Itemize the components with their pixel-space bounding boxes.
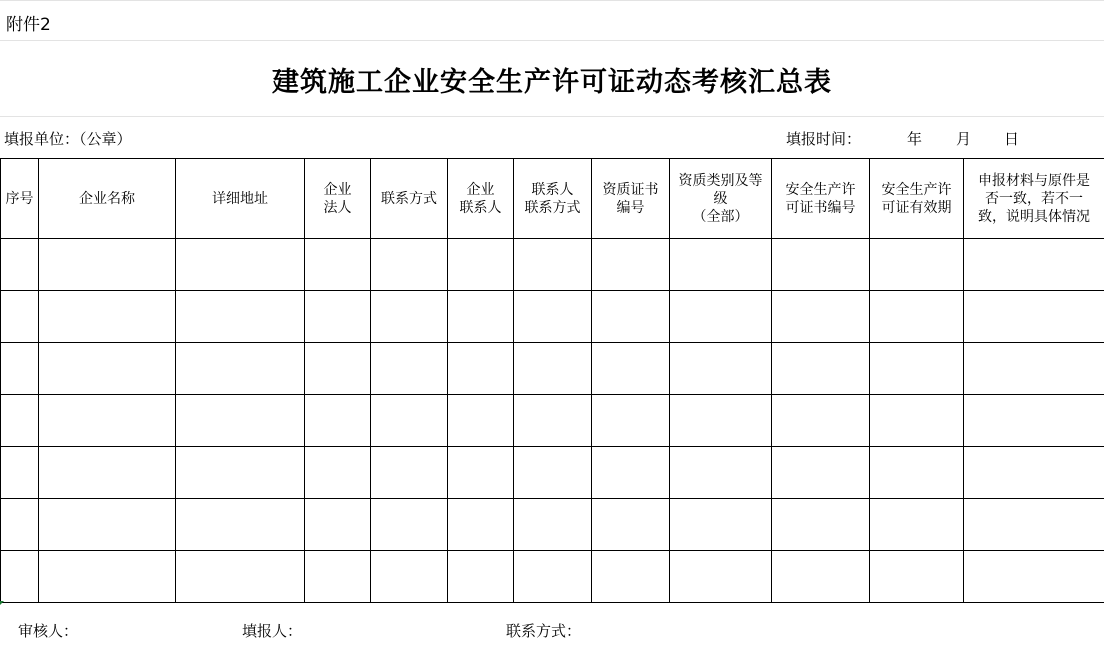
table-cell[interactable] [870, 499, 964, 551]
reviewer-label: 审核人： [18, 622, 79, 640]
table-cell[interactable] [870, 343, 964, 395]
column-header [371, 159, 448, 239]
table-cell[interactable] [514, 343, 592, 395]
table-cell[interactable] [305, 395, 371, 447]
table-cell[interactable] [371, 551, 448, 603]
date-month-label: 月 [956, 130, 972, 148]
table-cell[interactable] [592, 499, 670, 551]
column-header [964, 159, 1104, 239]
table-cell[interactable] [176, 395, 305, 447]
table-cell[interactable] [964, 291, 1104, 343]
column-header-label: 资质证书 编号 [602, 181, 659, 216]
table-cell[interactable] [670, 551, 772, 603]
table-cell[interactable] [371, 499, 448, 551]
table-cell[interactable] [670, 499, 772, 551]
column-header-label: 申报材料与原件是 否一致，若不一 致，说明具体情况 [978, 172, 1090, 225]
table-cell[interactable] [772, 499, 870, 551]
table-cell[interactable] [448, 551, 514, 603]
table-cell[interactable] [1, 551, 39, 603]
table-cell[interactable] [448, 239, 514, 291]
column-header-label: 序号 [5, 190, 34, 207]
summary-table [0, 158, 1104, 603]
table-cell[interactable] [305, 499, 371, 551]
table-cell[interactable] [448, 447, 514, 499]
table-cell[interactable] [772, 447, 870, 499]
table-cell[interactable] [305, 447, 371, 499]
table-cell[interactable] [1, 447, 39, 499]
table-cell[interactable] [592, 447, 670, 499]
table-cell[interactable] [772, 239, 870, 291]
table-cell[interactable] [964, 551, 1104, 603]
table-cell[interactable] [870, 291, 964, 343]
table-cell[interactable] [39, 239, 176, 291]
table-cell[interactable] [1, 343, 39, 395]
table-cell[interactable] [448, 343, 514, 395]
column-header [1, 159, 39, 239]
column-header-label: 企业 联系人 [459, 181, 502, 216]
table-row [1, 499, 1104, 551]
table-cell[interactable] [670, 239, 772, 291]
table-cell[interactable] [592, 291, 670, 343]
table-cell[interactable] [870, 551, 964, 603]
column-header-label: 资质类别及等 级 （全部） [678, 172, 763, 225]
table-cell[interactable] [964, 239, 1104, 291]
gridline [0, 0, 1104, 1]
table-cell[interactable] [964, 395, 1104, 447]
column-header [39, 159, 176, 239]
table-cell[interactable] [772, 551, 870, 603]
table-cell[interactable] [176, 239, 305, 291]
table-cell[interactable] [592, 239, 670, 291]
table-cell[interactable] [1, 239, 39, 291]
column-header-label: 安全生产许 可证有效期 [881, 181, 952, 216]
gridline [0, 116, 1104, 117]
table-cell[interactable] [670, 291, 772, 343]
table-cell[interactable] [1, 291, 39, 343]
table-row [1, 551, 1104, 603]
table-cell[interactable] [670, 447, 772, 499]
table-cell[interactable] [870, 395, 964, 447]
table-cell[interactable] [39, 499, 176, 551]
table-cell[interactable] [176, 551, 305, 603]
table-cell[interactable] [39, 291, 176, 343]
table-cell[interactable] [592, 395, 670, 447]
fill-unit-label: 填报单位：（公章） [4, 130, 132, 148]
table-cell[interactable] [1, 499, 39, 551]
table-cell[interactable] [592, 343, 670, 395]
date-year-label: 年 [907, 130, 923, 148]
table-cell[interactable] [964, 447, 1104, 499]
table-row [1, 291, 1104, 343]
table-cell[interactable] [305, 239, 371, 291]
table-cell[interactable] [514, 447, 592, 499]
table-header-row [1, 159, 1104, 239]
table-cell[interactable] [514, 395, 592, 447]
attachment-label: 附件2 [6, 15, 51, 35]
table-cell[interactable] [772, 343, 870, 395]
column-header [772, 159, 870, 239]
column-header [305, 159, 371, 239]
column-header-label: 联系方式 [381, 190, 437, 207]
table-cell[interactable] [176, 499, 305, 551]
table-cell[interactable] [772, 395, 870, 447]
gridline [0, 40, 1104, 41]
table-row [1, 395, 1104, 447]
date-day-label: 日 [1004, 130, 1020, 148]
table-cell[interactable] [870, 447, 964, 499]
table-cell[interactable] [592, 551, 670, 603]
table-cell[interactable] [371, 343, 448, 395]
table-cell[interactable] [670, 343, 772, 395]
table-cell[interactable] [371, 395, 448, 447]
page-title: 建筑施工企业安全生产许可证动态考核汇总表 [272, 67, 832, 98]
column-header-label: 企业 法人 [323, 181, 352, 216]
table-cell[interactable] [39, 447, 176, 499]
column-header-label: 详细地址 [212, 190, 268, 207]
filler-label: 填报人： [242, 622, 303, 640]
table-row [1, 239, 1104, 291]
table-cell[interactable] [772, 291, 870, 343]
table-cell[interactable] [305, 551, 371, 603]
table-cell[interactable] [176, 447, 305, 499]
table-cell[interactable] [514, 291, 592, 343]
column-header [448, 159, 514, 239]
column-header [176, 159, 305, 239]
table-cell[interactable] [39, 551, 176, 603]
column-header [592, 159, 670, 239]
table-cell[interactable] [305, 291, 371, 343]
table-cell[interactable] [514, 499, 592, 551]
contact-label: 联系方式： [506, 622, 582, 640]
table-body [1, 239, 1104, 603]
table-cell[interactable] [305, 343, 371, 395]
column-header [870, 159, 964, 239]
table-cell[interactable] [514, 551, 592, 603]
table-cell[interactable] [39, 395, 176, 447]
table-row [1, 343, 1104, 395]
table-cell[interactable] [964, 499, 1104, 551]
table-cell[interactable] [514, 239, 592, 291]
table-cell[interactable] [176, 343, 305, 395]
table-cell[interactable] [371, 447, 448, 499]
column-header-label: 企业名称 [79, 190, 135, 207]
table-cell[interactable] [964, 343, 1104, 395]
column-header [514, 159, 592, 239]
table-cell[interactable] [448, 499, 514, 551]
table-cell[interactable] [39, 343, 176, 395]
table-cell[interactable] [448, 395, 514, 447]
table-cell[interactable] [870, 239, 964, 291]
column-header [670, 159, 772, 239]
table-cell[interactable] [448, 291, 514, 343]
table-cell[interactable] [371, 239, 448, 291]
cell-marker [0, 601, 4, 605]
table-cell[interactable] [1, 395, 39, 447]
table-cell[interactable] [670, 395, 772, 447]
table-cell[interactable] [176, 291, 305, 343]
table-row [1, 447, 1104, 499]
fill-time-label: 填报时间： [786, 130, 862, 148]
table-cell[interactable] [371, 291, 448, 343]
column-header-label: 联系人 联系方式 [524, 181, 581, 216]
column-header-label: 安全生产许 可证书编号 [785, 181, 856, 216]
